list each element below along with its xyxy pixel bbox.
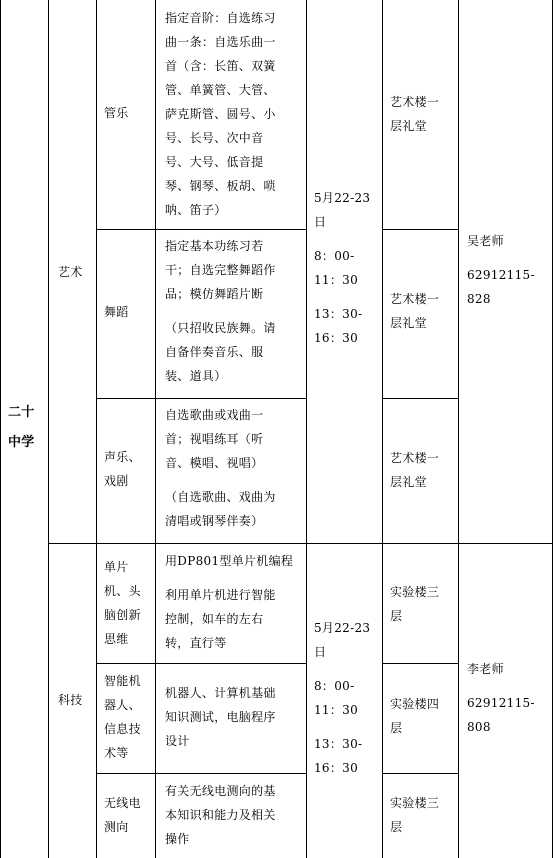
subject-line: 脑创新 [104, 608, 141, 622]
location-line: 层 [390, 820, 403, 834]
grid-line [0, 0, 1, 858]
content-line: 曲一条：自选乐曲一 [165, 35, 276, 49]
exam-date: 日 [314, 215, 327, 229]
location-line: 艺术楼一 [390, 95, 440, 109]
grid-line [382, 663, 458, 664]
location-cell [390, 287, 458, 335]
grid-line [96, 0, 97, 858]
grid-line [382, 0, 383, 858]
content-line: 音、模唱、视唱） [165, 456, 264, 470]
content-line: 本知识和能力及相关 [165, 808, 276, 822]
category-art: 艺术 [58, 265, 83, 279]
school-name [8, 398, 48, 458]
note-line: （自选歌曲、戏曲为 [165, 490, 276, 504]
contact-phone: 828 [467, 292, 491, 306]
location-line: 层礼堂 [390, 316, 427, 330]
location-line: 层 [390, 609, 403, 623]
exam-time [314, 616, 382, 780]
contact-name: 李老师 [467, 662, 504, 676]
school-name-line: 中学 [8, 435, 35, 450]
contact-phone: 62912115- [467, 268, 535, 282]
content-line: 号、大号、低音提 [165, 155, 264, 169]
content-line: 设计 [165, 734, 190, 748]
note-line: 利用单片机进行智能 [165, 588, 276, 602]
subject-cell [104, 445, 154, 493]
subject-line: 思维 [104, 632, 129, 646]
content-line: 管、单簧管、大管、 [165, 83, 276, 97]
subject-line: 戏剧 [104, 474, 129, 488]
location-cell [390, 90, 458, 138]
content-line: 指定音阶：自选练习 [165, 11, 276, 25]
grid-line [382, 773, 458, 774]
exam-afternoon: 16：30 [314, 331, 359, 345]
school-name-line: 二十 [8, 405, 35, 420]
location-line: 艺术楼一 [390, 451, 440, 465]
exam-afternoon: 13：30- [314, 737, 363, 751]
location-line: 实验楼四 [390, 697, 440, 711]
subject-line: 器人、 [104, 698, 141, 712]
note-line: 自备伴奏音乐、服 [165, 345, 264, 359]
subject-line: 机、头 [104, 584, 141, 598]
exam-date: 5月22-23 [314, 191, 371, 205]
category-tech: 科技 [58, 693, 83, 707]
content-line: 指定基本功练习若 [165, 239, 264, 253]
subject-line: 无线电 [104, 796, 141, 810]
content-cell [165, 234, 305, 388]
subject-line: 智能机 [104, 674, 141, 688]
grid-line [96, 229, 306, 230]
content-cell [165, 549, 305, 655]
content-line: 机器人、计算机基础 [165, 686, 276, 700]
grid-line [48, 543, 552, 544]
location-cell [390, 580, 458, 628]
grid-line [458, 0, 459, 858]
content-line: 号、长号、次中音 [165, 131, 264, 145]
subject-cell [104, 791, 154, 839]
grid-line [155, 0, 156, 858]
contact-name: 吴老师 [467, 234, 504, 248]
content-line: 首（含：长笛、双簧 [165, 59, 276, 73]
content-line: 有关无线电测向的基 [165, 784, 276, 798]
location-line: 实验楼三 [390, 585, 440, 599]
exam-date: 日 [314, 645, 327, 659]
subject-cell [104, 555, 154, 651]
location-line: 层礼堂 [390, 119, 427, 133]
content-cell [165, 681, 305, 753]
location-cell [390, 791, 458, 839]
exam-morning: 8：00- [314, 249, 355, 263]
subject-line: 声乐、 [104, 450, 141, 464]
content-line: 知识测试，电脑程序 [165, 710, 276, 724]
location-line: 层 [390, 721, 403, 735]
subject-cell [104, 300, 154, 324]
location-cell [390, 692, 458, 740]
note-line: 装、道具） [165, 369, 227, 383]
grid-line [382, 398, 458, 399]
note-line: （只招收民族舞。请 [165, 321, 276, 335]
subject-line: 舞蹈 [104, 305, 129, 319]
content-line: 干；自选完整舞蹈作 [165, 263, 276, 277]
subject-cell [104, 101, 154, 125]
content-cell [165, 779, 305, 851]
location-line: 艺术楼一 [390, 292, 440, 306]
content-cell [165, 403, 305, 533]
location-line: 层礼堂 [390, 475, 427, 489]
grid-line [382, 229, 458, 230]
location-cell [390, 446, 458, 494]
exam-afternoon: 16：30 [314, 761, 359, 775]
contact-cell [467, 657, 551, 739]
subject-cell [104, 669, 154, 765]
content-cell [165, 6, 305, 222]
content-line: 自选歌曲或戏曲一 [165, 408, 264, 422]
subject-line: 信息技 [104, 722, 141, 736]
content-line: 操作 [165, 832, 190, 846]
grid-line [306, 0, 307, 858]
subject-line: 测向 [104, 820, 129, 834]
exam-morning: 11：30 [314, 703, 359, 717]
grid-line [552, 0, 553, 858]
content-line: 用DP801型单片机编程 [165, 554, 294, 568]
contact-phone: 808 [467, 720, 491, 734]
subject-line: 单片 [104, 560, 129, 574]
exam-morning: 8：00- [314, 679, 355, 693]
grid-line [96, 773, 306, 774]
location-line: 实验楼三 [390, 796, 440, 810]
contact-cell [467, 229, 551, 311]
content-line: 萨克斯管、圆号、小 [165, 107, 276, 121]
exam-afternoon: 13：30- [314, 307, 363, 321]
content-line: 呐、笛子） [165, 203, 227, 217]
exam-morning: 11：30 [314, 273, 359, 287]
exam-time [314, 186, 382, 350]
note-line: 清唱或钢琴伴奏） [165, 514, 264, 528]
grid-line [96, 663, 306, 664]
grid-line [48, 0, 49, 858]
content-line: 首；视唱练耳（听 [165, 432, 264, 446]
note-line: 转，直行等 [165, 636, 227, 650]
content-line: 琴、钢琴、板胡、唢 [165, 179, 276, 193]
note-line: 控制，如车的左右 [165, 612, 264, 626]
grid-line [96, 398, 306, 399]
subject-line: 术等 [104, 746, 129, 760]
contact-phone: 62912115- [467, 696, 535, 710]
content-line: 品；模仿舞蹈片断 [165, 287, 264, 301]
exam-date: 5月22-23 [314, 621, 371, 635]
subject-line: 管乐 [104, 106, 129, 120]
